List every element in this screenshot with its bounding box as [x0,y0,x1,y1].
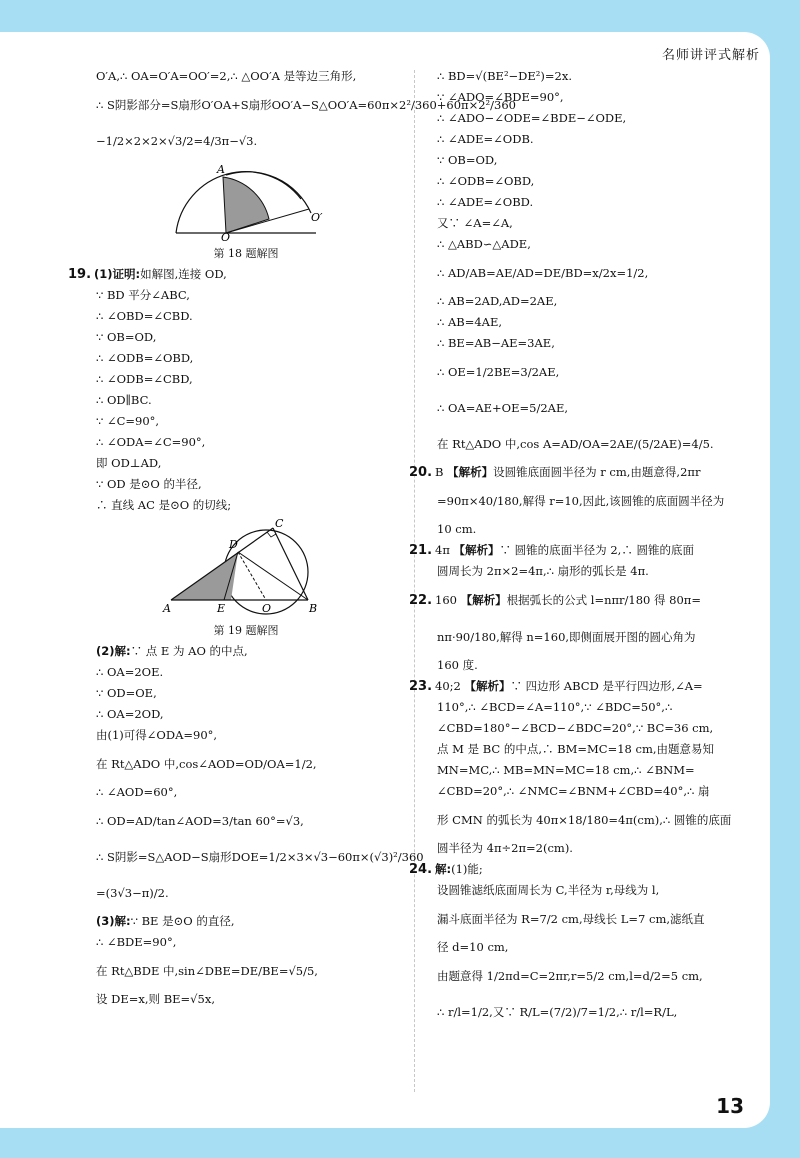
header-title: 名师讲评式解析 [661,48,760,63]
q19-cont-line: 在 Rt△ADO 中,cos A=AD/OA=2AE/(5/2AE)=4/5. [437,437,714,451]
q21-line: ∵ 圆锥的底面半径为 2,∴ 圆锥的底面 [499,543,694,557]
part3-line: ∴ ∠BDE=90°, [96,935,177,949]
q24-label: 解: [435,862,452,876]
shaded-region [223,177,269,233]
q19-cont-line: ∴ ∠ADE=∠ODB. [437,132,534,146]
q20-line: =90π×40/180,解得 r=10,因此,该圆锥的底面圆半径为 [437,494,725,508]
q21-first-line [409,540,733,561]
q19-line: ∴ OD∥BC. [96,393,152,407]
q23-line: ∠CBD=180°−∠BCD−∠BDC=20°,∵ BC=36 cm, [437,721,714,735]
q24-line: 径 d=10 cm, [437,940,509,954]
q21-tag: 【解析】 [453,543,500,557]
q19-cont-line: ∵ OB=OD, [437,153,498,167]
figure-18 [161,161,331,241]
q19-cont-line: ∴ AD/AB=AE/AD=DE/BD=x/2x=1/2, [437,266,649,280]
q20-first-line [409,462,733,483]
q18-line: −1/2×2×2×√3/2=4/3π−√3. [96,134,258,148]
q19-cont-line: ∴ ∠ADO−∠ODE=∠BDE−∠ODE, [437,111,627,125]
figure-18-caption: 第 18 题解图 [213,247,279,260]
q22-line: nπ·90/180,解得 n=160,即侧面展开图的圆心角为 [437,630,696,644]
q22-line: 160 度. [437,658,478,672]
q24-number: 24. [409,862,433,877]
q23-line: 圆半径为 4π÷2π=2(cm). [437,841,573,855]
q22-line: 根据弧长的公式 l=nπr/180 得 80π= [506,593,702,607]
part3-first-line [96,911,396,932]
q21-answer: 4π [435,543,450,557]
q19-part1-label: (1)证明: [94,267,141,281]
label-C: C [275,518,284,530]
q19-cont-line: ∴ ∠ODB=∠OBD, [437,174,535,188]
column-divider [414,70,415,1092]
q19-line: 如解图,连接 OD, [140,267,227,281]
line-CB [273,528,308,600]
part2-line: 在 Rt△ADO 中,cos∠AOD=OD/OA=1/2, [96,757,317,771]
q23-tag: 【解析】 [464,679,511,693]
part3-line: ∵ BE 是⊙O 的直径, [130,914,235,928]
q19-cont-line: ∵ ∠ADO=∠BDE=90°, [437,90,564,104]
label-O: O [262,602,272,615]
q24-line: 漏斗底面半径为 R=7/2 cm,母线长 L=7 cm,滤纸直 [437,912,705,926]
label-A: A [163,602,171,615]
q23-line: ∵ 四边形 ABCD 是平行四边形,∠A= [510,679,703,693]
q24-first-line [409,859,733,880]
q24-line: ∴ r/l=1/2,又∵ R/L=(7/2)/7=1/2,∴ r/l=R/L, [437,1005,678,1019]
q21-number: 21. [409,543,433,558]
q19-line: ∴ ∠ODB=∠OBD, [96,351,194,365]
part2-line: ∴ OA=2OD, [96,707,164,721]
label-O: O [221,231,231,241]
part3-label: (3)解: [96,914,131,928]
q20-tag: 【解析】 [447,465,494,479]
part3-line: 在 Rt△BDE 中,sin∠DBE=DE/BE=√5/5, [96,964,318,978]
q24-line: (1)能; [451,862,483,876]
q20-answer: B [435,465,444,479]
q21-line: 圆周长为 2π×2=4π,∴ 扇形的弧长是 4π. [437,564,649,578]
q23-line: 110°,∴ ∠BCD=∠A=110°,∵ ∠BDC=50°,∴ [437,700,673,714]
q23-line: 点 M 是 BC 的中点,∴ BM=MC=18 cm,由题意易知 [437,742,715,756]
line-DO [238,552,266,600]
q19-line: ∵ ∠C=90°, [96,414,160,428]
part3-line: 设 DE=x,则 BE=√5x, [96,992,215,1006]
q19-cont-line: ∴ OE=1/2BE=3/2AE, [437,365,560,379]
part2-line: ∵ OD=OE, [96,686,157,700]
part2-line: ∴ S阴影=S△AOD−S扇形DOE=1/2×3×√3−60π×(√3)²/360 [96,850,424,864]
q22-number: 22. [409,593,433,608]
q19-cont-line: 又∵ ∠A=∠A, [437,216,513,230]
q19-line: ∵ OD 是⊙O 的半径, [96,477,202,491]
q20-line: 10 cm. [437,522,477,536]
q19-cont-line: ∴ BD=√(BE²−DE²)=2x. [437,69,572,83]
line-DB [238,552,308,600]
part2-label: (2)解: [96,644,131,658]
q19-cont-line: ∴ △ABD∽△ADE, [437,237,531,251]
q22-answer: 160 [435,593,457,607]
part2-line: ∵ 点 E 为 AO 的中点, [130,644,248,658]
q23-line: 形 CMN 的弧长为 40π×18/180=4π(cm),∴ 圆锥的底面 [437,813,732,827]
label-D: D [229,538,238,551]
q23-line: ∠CBD=20°,∴ ∠NMC=∠BNM+∠CBD=40°,∴ 扇 [437,784,710,798]
q23-first-line [409,676,733,697]
q19-line: ∵ BD 平分∠ABC, [96,288,190,302]
q23-number: 23. [409,679,433,694]
q22-first-line [409,582,733,619]
label-B: B [309,602,318,615]
q19-line: ∴ ∠ODB=∠CBD, [96,372,193,386]
q23-line: MN=MC,∴ MB=MN=MC=18 cm,∴ ∠BNM= [437,763,695,777]
part2-line: =(3√3−π)/2. [96,886,169,900]
q19-line: ∴ 直线 AC 是⊙O 的切线; [96,498,232,512]
part2-line: ∴ ∠AOD=60°, [96,785,178,799]
label-E: E [217,602,226,615]
q19-cont-line: ∴ AB=2AD,AD=2AE, [437,294,558,308]
q19-cont-line: ∴ ∠ADE=∠OBD. [437,195,534,209]
q23-answer: 40;2 [435,679,461,693]
figure-19 [161,518,331,618]
q19-line: ∴ ∠OBD=∠CBD. [96,309,193,323]
q24-line: 由题意得 1/2πd=C=2πr,r=5/2 cm,l=d/2=5 cm, [437,969,703,983]
q20-line: 设圆锥底面圆半径为 r cm,由题意得,2πr [493,465,701,479]
q18-line: ∴ S阴影部分=S扇形O′OA+S扇形OO′A−S△OO′A=60π×2²/360+60π×2²/360 [96,98,516,112]
figure-19-caption: 第 19 题解图 [213,624,279,637]
label-A: A [217,163,225,176]
label-O-prime: O′ [311,211,323,224]
q19-line: 即 OD⊥AD, [96,456,162,470]
q19-line: ∵ OB=OD, [96,330,157,344]
part2-first-line [96,641,396,662]
q24-line: 设圆锥滤纸底面周长为 C,半径为 r,母线为 l, [437,883,660,897]
page-number: 13 [716,1094,744,1118]
q19-cont-line: ∴ AB=4AE, [437,315,503,329]
q19-first-line [68,264,396,285]
q22-tag: 【解析】 [460,593,507,607]
q19-number: 19. [68,267,92,282]
q19-cont-line: ∴ OA=AE+OE=5/2AE, [437,401,568,415]
part2-line: 由(1)可得∠ODA=90°, [96,728,218,742]
part2-line: ∴ OA=2OE. [96,665,164,679]
part2-line: ∴ OD=AD/tan∠AOD=3/tan 60°=√3, [96,814,304,828]
q19-line: ∴ ∠ODA=∠C=90°, [96,435,206,449]
q18-line: O′A,∴ OA=O′A=OO′=2,∴ △OO′A 是等边三角形, [96,69,357,83]
q20-number: 20. [409,465,433,480]
right-column [409,66,733,1030]
q19-cont-line: ∴ BE=AB−AE=3AE, [437,336,555,350]
